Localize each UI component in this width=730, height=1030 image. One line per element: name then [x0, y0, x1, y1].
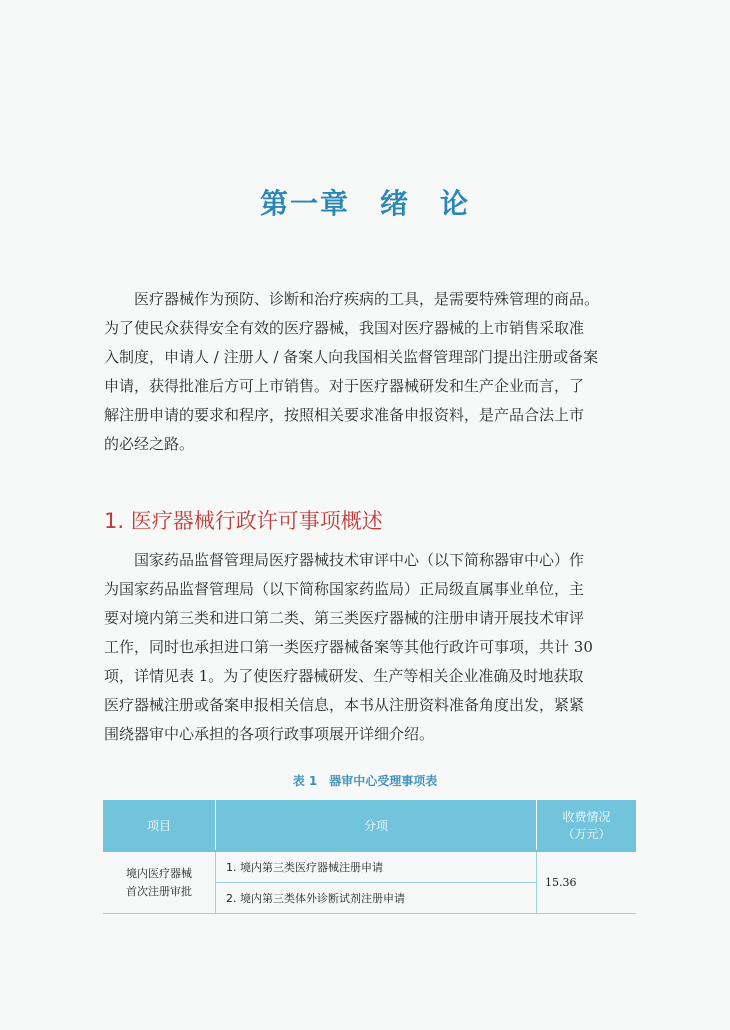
header-item: 项目 [103, 800, 216, 851]
header-fee [537, 800, 637, 851]
item-line2: 首次注册审批 [126, 884, 192, 898]
overview-line: 国家药品监督管理局医疗器械技术审评中心（以下简称器审中心）作 [134, 551, 585, 569]
overview-line: 项，详情见表 1。为了使医疗器械研发、生产等相关企业准确及时地获取 [104, 667, 584, 685]
header-fee-line1: 收费情况 [562, 810, 611, 824]
overview-line: 要对境内第三类和进口第二类、第三类医疗器械的注册申请开展技术审评 [104, 609, 585, 627]
intro-line: 申请，获得批准后方可上市销售。对于医疗器械研发和生产企业而言，了 [104, 377, 585, 395]
overview-paragraph [104, 546, 636, 749]
sub-item-cell: 1. 境内第三类医疗器械注册申请 [216, 851, 537, 883]
item-line1: 境内医疗器械 [126, 866, 192, 880]
intro-line: 入制度，申请人 / 注册人 / 备案人向我国相关监督管理部门提出注册或备案 [104, 348, 599, 366]
table-header-row [103, 800, 636, 851]
header-fee-line2: （万元） [562, 827, 611, 841]
sub-item-cell: 2. 境内第三类体外诊断试剂注册申请 [216, 883, 537, 914]
overview-line: 工作，同时也承担进口第一类医疗器械备案等其他行政许可事项，共计 30 [104, 638, 593, 656]
intro-line: 的必经之路。 [104, 435, 195, 453]
fee-cell: 15.36 [537, 851, 637, 914]
intro-paragraph [104, 285, 636, 459]
chapter-title: 第一章 绪 论 [259, 187, 470, 220]
table-row [103, 851, 636, 883]
overview-line: 医疗器械注册或备案申报相关信息，本书从注册资料准备角度出发，紧紧 [104, 696, 585, 714]
table-caption: 表 1 器审中心受理事项表 [292, 774, 438, 788]
intro-line: 医疗器械作为预防、诊断和治疗疾病的工具，是需要特殊管理的商品。 [134, 290, 600, 308]
intro-line: 解注册申请的要求和程序，按照相关要求准备申报资料，是产品合法上市 [104, 406, 585, 424]
overview-line: 围绕器审中心承担的各项行政事项展开详细介绍。 [104, 725, 435, 743]
intro-line: 为了使民众获得安全有效的医疗器械，我国对医疗器械的上市销售采取准 [104, 319, 585, 337]
items-table [103, 800, 636, 914]
item-cell [103, 851, 216, 914]
overview-line: 为国家药品监督管理局（以下简称国家药监局）正局级直属事业单位，主 [104, 580, 585, 598]
section-heading: 1. 医疗器械行政许可事项概述 [104, 509, 383, 533]
header-sub: 分项 [216, 800, 537, 851]
